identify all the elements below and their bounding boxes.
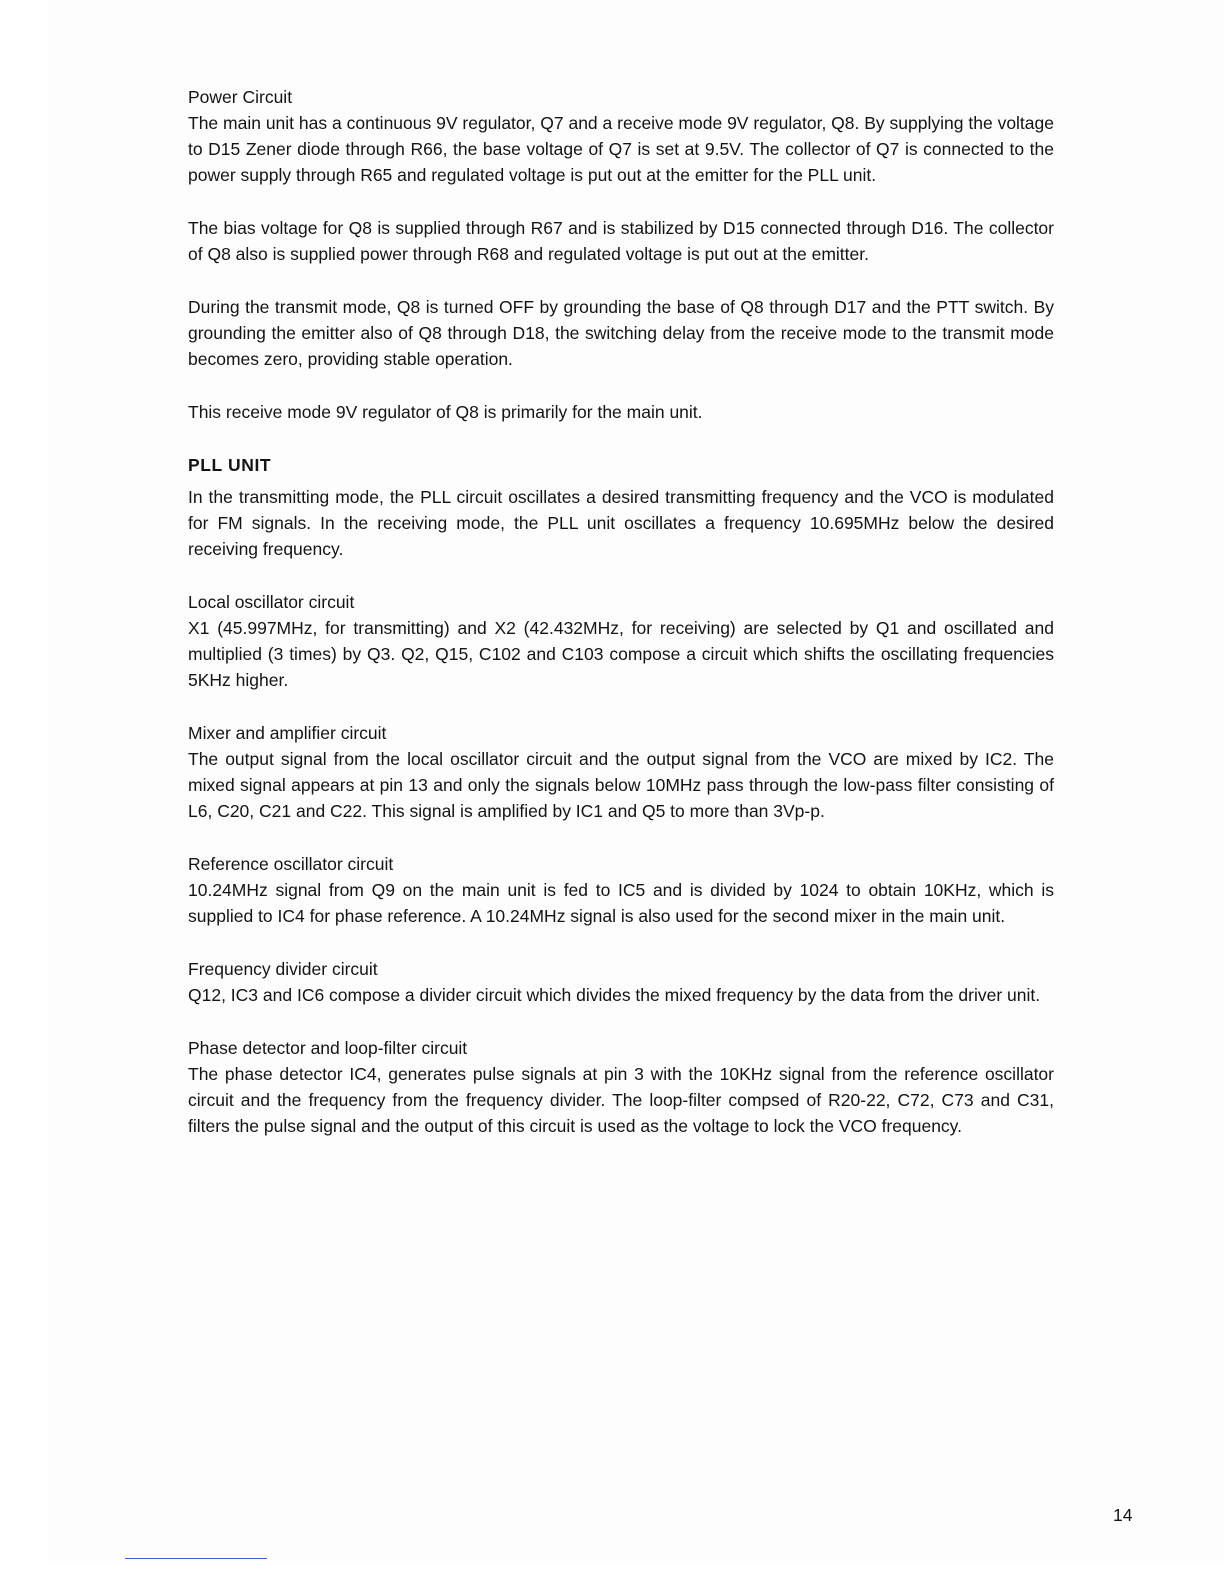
phase-detector-paragraph: The phase detector IC4, generates pulse signals at pin 3 with the 10KHz signal from the reference oscillator circuit and the frequency from the frequency divider. The loop-filter compsed of R20-22, C72, C73 and C31, filters the pulse signal and the output of this circuit is used as the voltage to lock the VCO frequency. bbox=[188, 1064, 1054, 1136]
bias-voltage-section bbox=[188, 215, 1054, 267]
phase-detector-heading: Phase detector and loop-filter circuit bbox=[188, 1038, 468, 1058]
local-oscillator-section bbox=[188, 589, 1054, 693]
transmit-mode-paragraph: During the transmit mode, Q8 is turned OFF by grounding the base of Q8 through D17 and the PTT switch. By grounding the emitter also of Q8 through D18, the switching delay from the receive mode to the transmit mode becomes zero, providing stable operation. bbox=[188, 297, 1054, 369]
reference-oscillator-paragraph: 10.24MHz signal from Q9 on the main unit is fed to IC5 and is divided by 1024 to obtain 10KHz, which is supplied to IC4 for phase reference. A 10.24MHz signal is also used for the second mixer in the main unit. bbox=[188, 880, 1054, 926]
mixer-amplifier-section bbox=[188, 720, 1054, 824]
phase-detector-section bbox=[188, 1035, 1054, 1139]
footer-rule bbox=[125, 1558, 267, 1559]
reference-oscillator-section bbox=[188, 851, 1054, 929]
reference-oscillator-heading: Reference oscillator circuit bbox=[188, 854, 394, 874]
pll-unit-section bbox=[188, 452, 1054, 562]
local-oscillator-heading: Local oscillator circuit bbox=[188, 592, 355, 612]
frequency-divider-heading: Frequency divider circuit bbox=[188, 959, 378, 979]
document-body bbox=[188, 84, 1054, 1166]
power-circuit-section bbox=[188, 84, 1054, 188]
power-circuit-heading: Power Circuit bbox=[188, 87, 293, 107]
receive-regulator-section bbox=[188, 399, 1054, 425]
local-oscillator-paragraph: X1 (45.997MHz, for transmitting) and X2 (42.432MHz, for receiving) are selected by Q1 and oscillated and multiplied (3 times) by Q3. Q2, Q15, C102 and C103 compose a circuit which shifts the oscillating frequencies 5KHz higher. bbox=[188, 618, 1054, 690]
page-number: 14 bbox=[1113, 1505, 1133, 1525]
pll-unit-heading: PLL UNIT bbox=[188, 455, 272, 475]
power-circuit-paragraph: The main unit has a continuous 9V regulator, Q7 and a receive mode 9V regulator, Q8. By supplying the voltage to D15 Zener diode through R66, the base voltage of Q7 is set at 9.5V. The collector of Q7 is connected to the power supply through R65 and regulated voltage is put out at the emitter for the PLL unit. bbox=[188, 113, 1054, 185]
frequency-divider-section bbox=[188, 956, 1054, 1008]
pll-unit-paragraph: In the transmitting mode, the PLL circuit oscillates a desired transmitting frequency and the VCO is modulated for FM signals. In the receiving mode, the PLL unit oscillates a frequency 10.695MHz below the desired receiving frequency. bbox=[188, 487, 1054, 559]
bias-voltage-paragraph: The bias voltage for Q8 is supplied through R67 and is stabilized by D15 connected through D16. The collector of Q8 also is supplied power through R68 and regulated voltage is put out at the emitter. bbox=[188, 218, 1054, 264]
frequency-divider-paragraph: Q12, IC3 and IC6 compose a divider circuit which divides the mixed frequency by the data from the driver unit. bbox=[188, 985, 1041, 1005]
transmit-mode-section bbox=[188, 294, 1054, 372]
mixer-amplifier-paragraph: The output signal from the local oscillator circuit and the output signal from the VCO are mixed by IC2. The mixed signal appears at pin 13 and only the signals below 10MHz pass through the low-pass filter consisting of L6, C20, C21 and C22. This signal is amplified by IC1 and Q5 to more than 3Vp-p. bbox=[188, 749, 1054, 821]
receive-regulator-paragraph: This receive mode 9V regulator of Q8 is primarily for the main unit. bbox=[188, 402, 703, 422]
mixer-amplifier-heading: Mixer and amplifier circuit bbox=[188, 723, 387, 743]
